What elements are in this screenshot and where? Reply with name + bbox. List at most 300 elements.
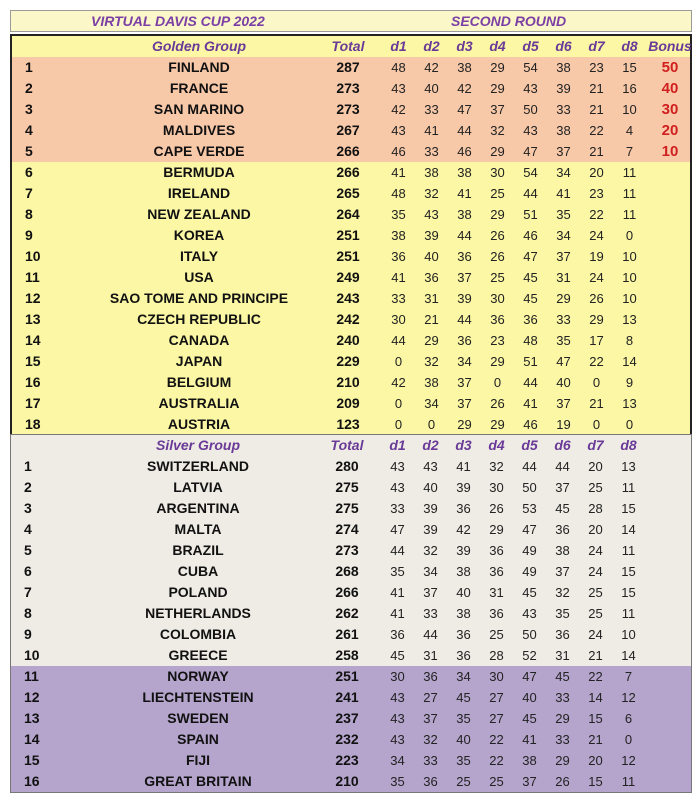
day-score-1: 0 [394, 396, 403, 411]
bonus-cell [646, 372, 694, 393]
day-score-2: 34 [423, 564, 438, 579]
day-score-7: 24 [588, 564, 603, 579]
day-score-7: 26 [589, 291, 604, 306]
total-cell: 262 [335, 605, 359, 621]
day-header-3: d3 [455, 437, 472, 453]
day-score-2: 41 [424, 123, 439, 138]
day-score-6: 29 [556, 291, 571, 306]
day-score-6: 37 [555, 564, 570, 579]
total-cell: 266 [336, 143, 360, 159]
country-name: CAPE VERDE [153, 143, 245, 159]
day-header-2: d2 [423, 38, 440, 54]
day-score-8: 10 [621, 627, 636, 642]
day-score-3: 44 [457, 312, 472, 327]
day-header-6: d6 [554, 437, 571, 453]
day-score-8: 12 [621, 690, 636, 705]
total-cell: 287 [336, 59, 360, 75]
day-score-6: 38 [556, 123, 571, 138]
rank-cell: 8 [25, 206, 33, 222]
day-score-3: 36 [456, 627, 471, 642]
day-score-7: 21 [589, 81, 604, 96]
day-score-2: 32 [424, 354, 439, 369]
day-score-8: 10 [622, 291, 637, 306]
day-score-8: 7 [625, 144, 634, 159]
bonus-cell [646, 288, 694, 309]
country-name: COLOMBIA [159, 626, 237, 642]
table-row [11, 666, 691, 687]
day-header-5: d5 [522, 38, 539, 54]
country-name: POLAND [168, 584, 228, 600]
group-name: Golden Group [151, 38, 247, 54]
day-score-1: 41 [391, 165, 406, 180]
day-score-1: 42 [391, 102, 406, 117]
day-score-5: 43 [523, 123, 538, 138]
golden-group-table [10, 34, 692, 437]
event-title: VIRTUAL DAVIS CUP 2022 [91, 13, 265, 29]
day-score-7: 19 [589, 249, 604, 264]
day-score-6: 37 [555, 480, 570, 495]
day-score-4: 30 [489, 480, 504, 495]
bonus-cell [646, 393, 694, 414]
day-score-4: 26 [490, 249, 505, 264]
day-score-1: 36 [390, 627, 405, 642]
day-score-8: 15 [621, 585, 636, 600]
day-score-5: 52 [522, 648, 537, 663]
day-score-6: 35 [556, 333, 571, 348]
silver-group-table [10, 434, 692, 793]
day-score-5: 41 [523, 396, 538, 411]
day-score-1: 0 [394, 417, 403, 432]
country-name: SAN MARINO [153, 101, 245, 117]
rank-cell: 13 [25, 311, 41, 327]
day-score-4: 37 [490, 102, 505, 117]
day-score-2: 32 [423, 732, 438, 747]
day-score-3: 44 [457, 123, 472, 138]
day-score-5: 44 [523, 186, 538, 201]
day-score-8: 15 [621, 564, 636, 579]
table-row [11, 645, 691, 666]
table-row [12, 372, 690, 393]
rank-cell: 9 [24, 626, 32, 642]
day-score-4: 36 [490, 312, 505, 327]
total-cell: 274 [335, 521, 359, 537]
day-score-7: 23 [589, 60, 604, 75]
rank-cell: 13 [24, 710, 40, 726]
day-score-7: 29 [589, 312, 604, 327]
day-score-1: 41 [390, 606, 405, 621]
day-score-5: 49 [522, 564, 537, 579]
country-name: ITALY [179, 248, 219, 264]
country-name: NORWAY [167, 668, 229, 684]
day-score-8: 16 [622, 81, 637, 96]
day-score-8: 10 [622, 249, 637, 264]
day-score-3: 41 [457, 186, 472, 201]
day-score-2: 33 [423, 753, 438, 768]
day-score-5: 46 [523, 228, 538, 243]
total-cell: 243 [336, 290, 360, 306]
country-name: FRANCE [169, 80, 229, 96]
bonus-cell [646, 225, 694, 246]
day-score-4: 0 [493, 375, 502, 390]
day-score-8: 15 [621, 501, 636, 516]
total-cell: 237 [335, 710, 359, 726]
table-row [12, 414, 690, 435]
total-cell: 240 [336, 332, 360, 348]
day-score-6: 36 [555, 627, 570, 642]
rank-cell: 18 [25, 416, 41, 432]
country-name: IRELAND [167, 185, 231, 201]
day-score-4: 30 [490, 165, 505, 180]
day-score-5: 45 [522, 585, 537, 600]
day-score-3: 34 [457, 354, 472, 369]
day-score-7: 22 [589, 123, 604, 138]
total-cell: 273 [336, 101, 360, 117]
day-score-8: 7 [624, 669, 633, 684]
day-score-3: 36 [457, 333, 472, 348]
day-score-7: 20 [588, 459, 603, 474]
table-row [12, 288, 690, 309]
day-score-1: 41 [391, 270, 406, 285]
table-row [12, 57, 690, 78]
day-score-5: 51 [523, 207, 538, 222]
table-row [12, 309, 690, 330]
table-row [12, 183, 690, 204]
day-score-6: 45 [555, 669, 570, 684]
day-score-2: 33 [424, 102, 439, 117]
rank-cell: 10 [25, 248, 41, 264]
day-score-7: 20 [589, 165, 604, 180]
rank-cell: 10 [24, 647, 40, 663]
day-score-3: 35 [456, 753, 471, 768]
day-score-1: 42 [391, 375, 406, 390]
table-row [12, 246, 690, 267]
country-name: CZECH REPUBLIC [137, 311, 261, 327]
bonus-cell [646, 351, 694, 372]
day-score-6: 31 [556, 270, 571, 285]
bonus-cell [646, 162, 694, 183]
day-score-3: 29 [457, 417, 472, 432]
day-score-2: 29 [424, 333, 439, 348]
day-score-2: 38 [424, 375, 439, 390]
day-score-2: 37 [423, 711, 438, 726]
country-name: LATVIA [173, 479, 223, 495]
rank-cell: 8 [24, 605, 32, 621]
day-score-2: 32 [423, 543, 438, 558]
day-score-7: 0 [592, 417, 601, 432]
rank-cell: 12 [25, 290, 41, 306]
table-row [11, 771, 691, 792]
day-score-8: 4 [625, 123, 634, 138]
day-score-8: 11 [621, 543, 636, 558]
day-header-7: d7 [588, 38, 605, 54]
day-score-7: 21 [588, 648, 603, 663]
day-score-7: 17 [589, 333, 604, 348]
day-score-1: 43 [391, 123, 406, 138]
day-score-4: 27 [489, 711, 504, 726]
day-score-1: 47 [390, 522, 405, 537]
day-score-3: 39 [456, 543, 471, 558]
table-row [11, 540, 691, 561]
day-score-8: 11 [622, 186, 637, 201]
day-score-4: 29 [490, 354, 505, 369]
country-name: KOREA [173, 227, 225, 243]
day-score-6: 39 [556, 81, 571, 96]
day-score-6: 35 [556, 207, 571, 222]
day-score-4: 29 [490, 144, 505, 159]
bonus-cell: 20 [661, 122, 679, 139]
rank-cell: 1 [25, 59, 33, 75]
country-name: BRAZIL [172, 542, 224, 558]
day-score-4: 22 [489, 753, 504, 768]
day-score-8: 9 [625, 375, 634, 390]
bonus-cell [646, 309, 694, 330]
day-score-7: 20 [588, 522, 603, 537]
country-name: SPAIN [177, 731, 219, 747]
day-score-4: 29 [490, 207, 505, 222]
day-score-7: 22 [588, 669, 603, 684]
day-score-6: 33 [555, 690, 570, 705]
day-score-7: 0 [592, 375, 601, 390]
table-row [12, 78, 690, 99]
day-header-7: d7 [587, 437, 604, 453]
day-score-2: 21 [424, 312, 439, 327]
table-row [11, 750, 691, 771]
rank-cell: 2 [25, 80, 33, 96]
total-header: Total [331, 38, 365, 54]
day-score-1: 34 [390, 753, 405, 768]
day-score-6: 33 [555, 732, 570, 747]
day-score-8: 12 [621, 753, 636, 768]
day-score-8: 0 [624, 732, 633, 747]
table-row [12, 351, 690, 372]
day-score-4: 23 [490, 333, 505, 348]
day-score-5: 44 [522, 459, 537, 474]
day-score-6: 29 [555, 753, 570, 768]
day-score-6: 40 [556, 375, 571, 390]
day-score-8: 11 [621, 606, 636, 621]
day-score-3: 40 [456, 585, 471, 600]
rank-cell: 9 [25, 227, 33, 243]
day-score-4: 22 [489, 732, 504, 747]
country-name: NETHERLANDS [145, 605, 251, 621]
rank-cell: 6 [24, 563, 32, 579]
day-score-1: 35 [391, 207, 406, 222]
total-cell: 275 [335, 479, 359, 495]
total-cell: 249 [336, 269, 360, 285]
day-score-3: 39 [457, 291, 472, 306]
country-name: ARGENTINA [156, 500, 240, 516]
day-score-4: 32 [489, 459, 504, 474]
day-score-3: 36 [456, 648, 471, 663]
day-score-7: 24 [588, 627, 603, 642]
rank-cell: 3 [24, 500, 32, 516]
table-row [12, 162, 690, 183]
day-score-8: 14 [621, 522, 636, 537]
day-score-7: 21 [589, 144, 604, 159]
day-score-2: 32 [424, 186, 439, 201]
day-score-2: 27 [423, 690, 438, 705]
bonus-cell: 10 [661, 143, 679, 160]
day-score-3: 46 [457, 144, 472, 159]
day-score-2: 33 [423, 606, 438, 621]
day-score-7: 23 [589, 186, 604, 201]
total-cell: 251 [336, 248, 360, 264]
day-score-3: 42 [456, 522, 471, 537]
day-score-4: 25 [490, 186, 505, 201]
day-score-2: 31 [424, 291, 439, 306]
rank-cell: 15 [25, 353, 41, 369]
day-score-8: 0 [625, 417, 634, 432]
day-score-1: 43 [390, 480, 405, 495]
day-score-6: 34 [556, 228, 571, 243]
total-cell: 209 [336, 395, 360, 411]
rank-cell: 14 [24, 731, 40, 747]
country-name: CANADA [168, 332, 230, 348]
day-score-1: 33 [391, 291, 406, 306]
total-cell: 264 [336, 206, 360, 222]
day-score-4: 29 [490, 60, 505, 75]
day-score-5: 47 [523, 249, 538, 264]
country-name: LIECHTENSTEIN [142, 689, 254, 705]
day-score-4: 30 [489, 669, 504, 684]
day-score-3: 34 [456, 669, 471, 684]
day-score-4: 29 [490, 417, 505, 432]
country-name: BELGIUM [166, 374, 232, 390]
day-score-8: 14 [622, 354, 637, 369]
day-score-8: 10 [622, 102, 637, 117]
rank-cell: 17 [25, 395, 41, 411]
day-score-6: 32 [555, 585, 570, 600]
rank-cell: 5 [24, 542, 32, 558]
table-row [11, 729, 691, 750]
country-name: USA [184, 269, 214, 285]
country-name: NEW ZEALAND [147, 206, 251, 222]
day-score-1: 33 [390, 501, 405, 516]
day-score-7: 25 [588, 585, 603, 600]
total-cell: 123 [336, 416, 360, 432]
day-score-7: 24 [589, 270, 604, 285]
table-row [12, 99, 690, 120]
day-score-2: 43 [424, 207, 439, 222]
day-score-8: 11 [621, 480, 636, 495]
day-score-6: 33 [556, 102, 571, 117]
day-score-5: 43 [522, 606, 537, 621]
day-score-8: 15 [622, 60, 637, 75]
bonus-cell [646, 267, 694, 288]
total-cell: 232 [335, 731, 359, 747]
day-score-4: 29 [489, 522, 504, 537]
day-score-5: 44 [523, 375, 538, 390]
day-score-3: 37 [457, 270, 472, 285]
day-score-7: 22 [589, 207, 604, 222]
day-score-2: 40 [423, 480, 438, 495]
country-name: MALTA [174, 521, 222, 537]
day-score-2: 36 [423, 669, 438, 684]
rank-cell: 4 [25, 122, 33, 138]
table-row [11, 561, 691, 582]
day-score-8: 14 [621, 648, 636, 663]
day-score-8: 13 [622, 312, 637, 327]
day-score-1: 43 [390, 732, 405, 747]
day-score-2: 40 [424, 81, 439, 96]
day-score-1: 46 [391, 144, 406, 159]
table-row [11, 519, 691, 540]
table-row [12, 393, 690, 414]
day-score-3: 44 [457, 228, 472, 243]
day-score-8: 8 [625, 333, 634, 348]
bonus-cell [646, 414, 694, 435]
day-score-2: 39 [424, 228, 439, 243]
total-cell: 229 [336, 353, 360, 369]
day-score-6: 41 [556, 186, 571, 201]
day-score-6: 37 [556, 144, 571, 159]
day-score-4: 28 [489, 648, 504, 663]
day-score-3: 25 [456, 774, 471, 789]
total-cell: 273 [335, 542, 359, 558]
day-score-1: 43 [390, 459, 405, 474]
day-score-1: 43 [390, 711, 405, 726]
day-score-4: 26 [490, 396, 505, 411]
day-score-3: 47 [457, 102, 472, 117]
bonus-cell: 50 [661, 59, 679, 76]
day-score-1: 0 [394, 354, 403, 369]
day-score-5: 40 [522, 690, 537, 705]
day-score-6: 34 [556, 165, 571, 180]
day-score-5: 50 [522, 480, 537, 495]
day-score-1: 44 [390, 543, 405, 558]
day-score-8: 13 [622, 396, 637, 411]
day-score-5: 54 [523, 60, 538, 75]
country-name: MALDIVES [162, 122, 236, 138]
total-cell: 251 [335, 668, 359, 684]
table-row [11, 708, 691, 729]
rank-cell: 16 [25, 374, 41, 390]
day-score-4: 36 [489, 543, 504, 558]
bonus-cell: 30 [661, 101, 679, 118]
day-score-5: 46 [523, 417, 538, 432]
day-score-3: 36 [456, 501, 471, 516]
country-name: GREAT BRITAIN [144, 773, 252, 789]
rank-cell: 7 [25, 185, 33, 201]
day-score-7: 15 [588, 711, 603, 726]
day-score-7: 20 [588, 753, 603, 768]
day-score-2: 37 [423, 585, 438, 600]
total-cell: 267 [336, 122, 360, 138]
day-score-4: 25 [489, 774, 504, 789]
day-score-6: 31 [555, 648, 570, 663]
country-name: SWITZERLAND [147, 458, 249, 474]
bonus-cell [646, 246, 694, 267]
day-score-1: 43 [390, 690, 405, 705]
day-score-7: 25 [588, 480, 603, 495]
day-score-8: 6 [624, 711, 633, 726]
table-row [12, 225, 690, 246]
country-name: SAO TOME AND PRINCIPE [109, 290, 289, 306]
rank-cell: 1 [24, 458, 32, 474]
day-header-2: d2 [422, 437, 439, 453]
day-score-7: 28 [588, 501, 603, 516]
day-score-6: 44 [555, 459, 570, 474]
total-cell: 266 [336, 164, 360, 180]
total-cell: 268 [335, 563, 359, 579]
day-score-5: 50 [523, 102, 538, 117]
day-score-5: 38 [522, 753, 537, 768]
day-score-2: 44 [423, 627, 438, 642]
day-score-1: 35 [390, 564, 405, 579]
day-score-7: 24 [588, 543, 603, 558]
day-score-6: 19 [556, 417, 571, 432]
country-name: AUSTRIA [167, 416, 231, 432]
